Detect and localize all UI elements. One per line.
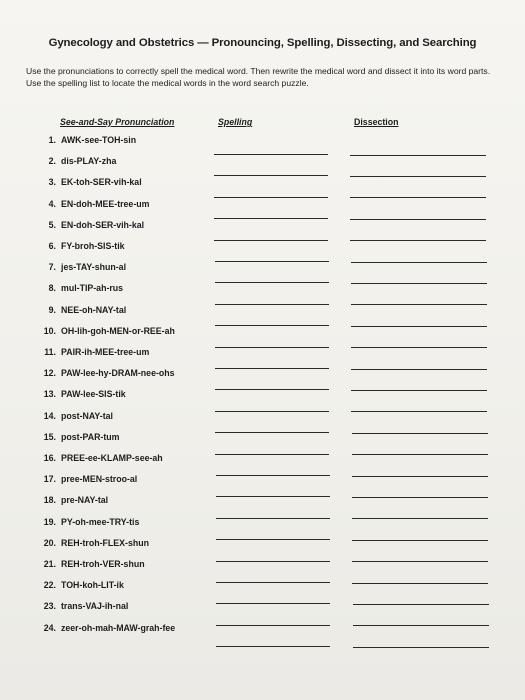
item-number: 21. xyxy=(43,559,56,569)
item-number: 10. xyxy=(43,325,56,336)
item-number: 16. xyxy=(43,453,56,463)
pronunciation-text: EN-doh-SER-vih-kal xyxy=(61,219,145,230)
item-number: 17. xyxy=(43,474,56,485)
pronunciation-text: OH-lih-goh-MEN-or-REE-ah xyxy=(61,325,175,336)
list-item xyxy=(0,559,525,580)
item-number: 2. xyxy=(48,156,56,167)
list-item xyxy=(0,156,525,177)
item-number: 14. xyxy=(43,410,56,421)
item-number: 3. xyxy=(48,177,56,188)
list-item xyxy=(0,623,525,644)
spelling-answer-line[interactable] xyxy=(214,175,328,176)
dissection-answer-line[interactable] xyxy=(353,647,489,648)
list-item xyxy=(0,389,525,410)
item-number: 19. xyxy=(43,516,56,527)
pronunciation-text: pre-NAY-tal xyxy=(61,495,109,506)
pronunciation-text: jes-TAY-shun-al xyxy=(61,262,127,273)
item-number: 13. xyxy=(43,389,56,400)
item-number: 1. xyxy=(48,135,56,145)
worksheet-instructions: Use the pronunciations to correctly spell the medical word. Then rewrite the medical word and dissect it into its word parts. Use the spelling list to locate the medical words in the word search puzzle. xyxy=(26,66,491,88)
item-number: 8. xyxy=(48,283,56,294)
item-number: 6. xyxy=(48,241,56,251)
item-number: 23. xyxy=(43,601,56,612)
column-header-spelling: Spelling xyxy=(218,117,253,127)
item-number: 18. xyxy=(43,495,56,506)
pronunciation-text: post-NAY-tal xyxy=(61,410,113,421)
list-item xyxy=(0,517,525,538)
pronunciation-text: PY-oh-mee-TRY-tis xyxy=(61,516,140,527)
item-number: 15. xyxy=(43,431,56,442)
pronunciation-text: EK-toh-SER-vih-kal xyxy=(61,177,142,188)
item-number: 22. xyxy=(43,580,56,591)
pronunciation-text: PAW-lee-hy-DRAM-nee-ohs xyxy=(61,368,175,379)
list-item xyxy=(0,241,525,262)
pronunciation-text: PAIR-ih-MEE-tree-um xyxy=(61,347,150,357)
list-item xyxy=(0,411,525,432)
pronunciation-text: pree-MEN-stroo-al xyxy=(61,474,138,485)
column-header-pronunciation: See-and-Say Pronunciation xyxy=(60,117,175,127)
list-item xyxy=(0,262,525,283)
pronunciation-text: PAW-lee-SIS-tik xyxy=(61,389,126,400)
list-item xyxy=(0,474,525,495)
pronunciation-text: dis-PLAY-zha xyxy=(61,156,117,167)
list-item xyxy=(0,135,525,156)
item-number: 12. xyxy=(43,368,56,379)
pronunciation-text: mul-TIP-ah-rus xyxy=(61,283,124,294)
pronunciation-text: AWK-see-TOH-sin xyxy=(61,135,137,145)
list-item xyxy=(0,220,525,241)
item-number: 11. xyxy=(44,347,56,357)
pronunciation-text: trans-VAJ-ih-nal xyxy=(61,601,129,612)
list-item xyxy=(0,538,525,559)
list-item xyxy=(0,283,525,304)
pronunciation-text: EN-doh-MEE-tree-um xyxy=(61,198,150,209)
worksheet-title: Gynecology and Obstetrics — Pronouncing, Spelling, Dissecting, and Searching xyxy=(48,37,477,49)
pronunciation-text: FY-broh-SIS-tik xyxy=(61,241,125,251)
list-item xyxy=(0,305,525,326)
list-item xyxy=(0,177,525,198)
list-item xyxy=(0,601,525,622)
item-number: 9. xyxy=(48,304,56,315)
item-number: 5. xyxy=(48,219,56,230)
item-number: 20. xyxy=(43,537,56,548)
pronunciation-text: NEE-oh-NAY-tal xyxy=(61,304,127,315)
list-item xyxy=(0,580,525,601)
list-item xyxy=(0,368,525,389)
list-item xyxy=(0,347,525,368)
list-item xyxy=(0,199,525,220)
column-header-dissection: Dissection xyxy=(354,117,399,127)
spelling-answer-line[interactable] xyxy=(216,646,330,647)
item-number: 4. xyxy=(48,198,56,209)
spelling-answer-line[interactable] xyxy=(214,154,328,155)
pronunciation-text: PREE-ee-KLAMP-see-ah xyxy=(61,453,163,463)
item-number: 7. xyxy=(48,262,56,273)
pronunciation-text: post-PAR-tum xyxy=(61,431,120,442)
item-number: 24. xyxy=(43,622,56,633)
pronunciation-text: zeer-oh-mah-MAW-grah-fee xyxy=(61,622,176,633)
pronunciation-text: TOH-koh-LIT-ik xyxy=(61,580,124,591)
list-item xyxy=(0,326,525,347)
list-item xyxy=(0,495,525,516)
pronunciation-text: REH-troh-FLEX-shun xyxy=(61,537,149,548)
pronunciation-text: REH-troh-VER-shun xyxy=(61,559,145,569)
list-item xyxy=(0,432,525,453)
list-item xyxy=(0,453,525,474)
